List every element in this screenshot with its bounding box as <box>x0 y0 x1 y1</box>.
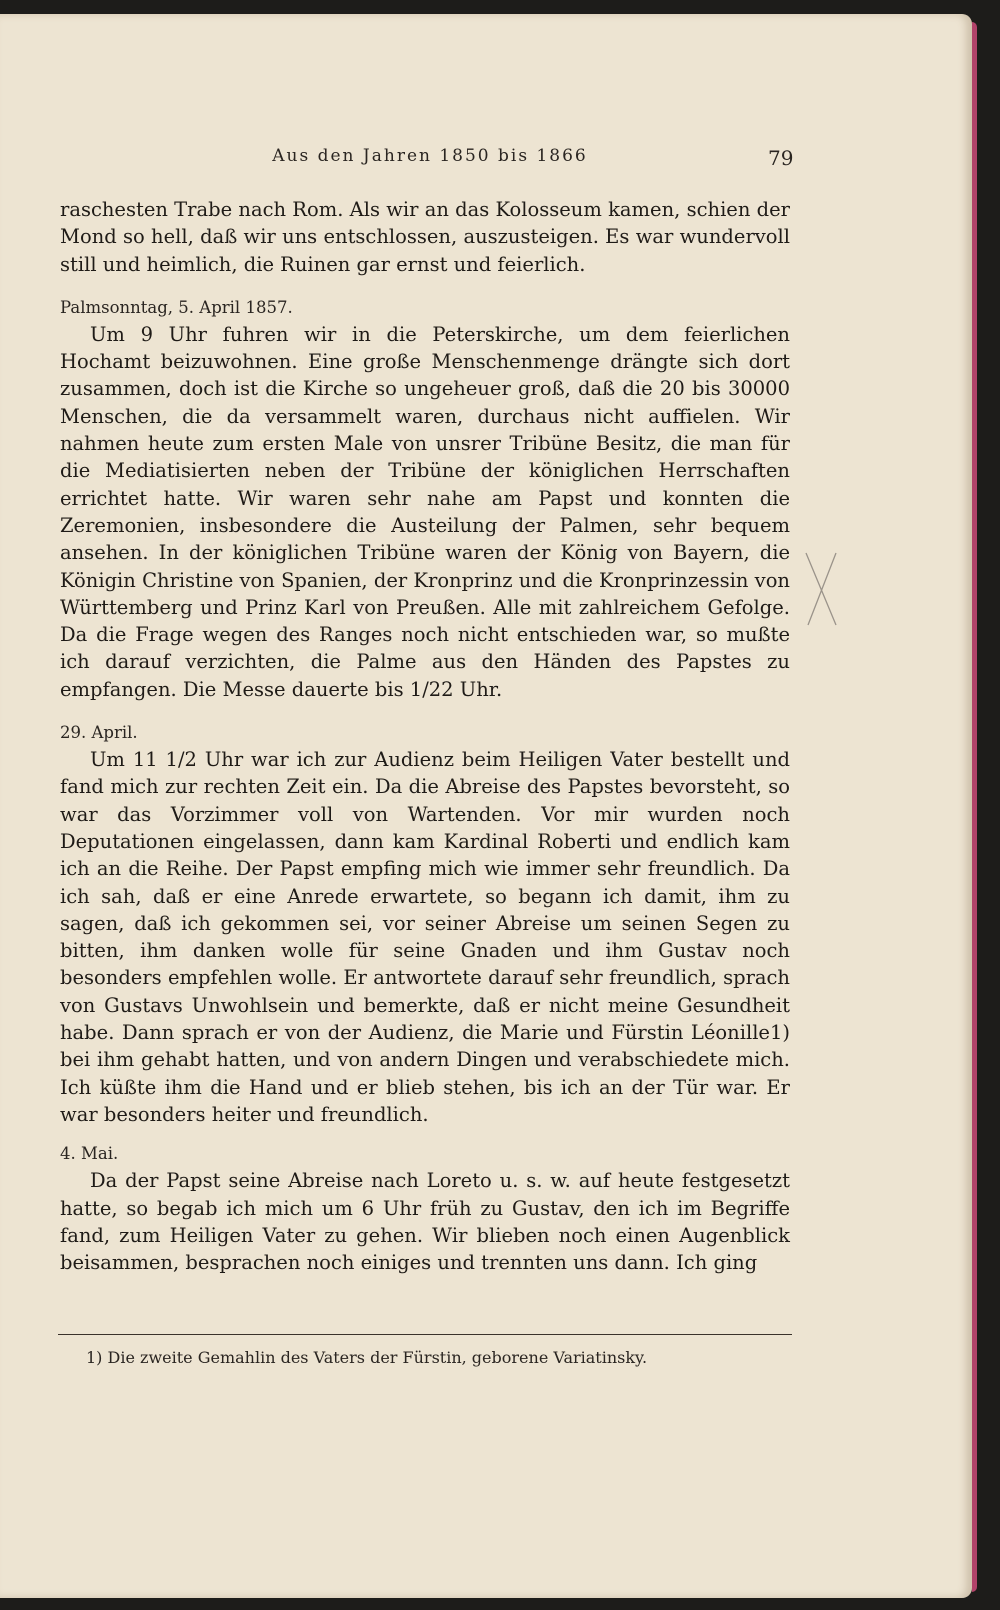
margin-pencil-mark <box>802 549 842 629</box>
paragraph-2: Um 9 Uhr fuhren wir in die Peterskirche, um dem feierlichen Hochamt beizuwohnen. Eine große Menschenmenge drängte sich dort zusammen, doch ist die Kirche so ungeheuer groß, daß die 20 bis 30000 Menschen, die da versammelt waren, durchaus nicht auffielen. Wir nahmen heute zum ersten Male von unsrer Tribüne Besitz, die man für die Mediatisierten neben der Tribüne der königlichen Herrschaften errichtet hatte. Wir waren sehr nahe am Papst und konnten die Zeremonien, insbesondere die Austeilung der Palmen, sehr bequem ansehen. In der königlichen Tribüne waren der König von Bayern, die Königin Christine von Spanien, der Kronprinz und die Kronprinzessin von Württemberg und Prinz Karl von Preußen. Alle mit zahlreichem Gefolge. Da die Frage wegen des Ranges noch nicht entschieden war, so mußte ich darauf verzichten, die Palme aus den Händen des Papstes zu empfangen. Die Messe dauerte bis 1/22 Uhr. <box>60 322 790 701</box>
dateline-may-4: 4. Mai. <box>60 1144 119 1164</box>
page-edge <box>972 22 977 1592</box>
footnote: 1) Die zweite Gemahlin des Vaters der Fürstin, geborene Variatinsky. <box>86 1348 648 1367</box>
dateline-april-29: 29. April. <box>60 723 138 743</box>
paragraph-3: Um 11 1/2 Uhr war ich zur Audienz beim Heiligen Vater bestellt und fand mich zur rechten Zeit ein. Da die Abreise des Papstes bevorsteht, so war das Vorzimmer voll von Wartenden. Vor mir wurden noch Deputationen eingelassen, dann kam Kardinal Roberti und endlich kam ich an die Reihe. Der Papst empfing mich wie immer sehr freundlich. Da ich sah, daß er eine Anrede erwartete, so begann ich damit, ihm zu sagen, daß ich gekommen sei, vor seiner Abreise um seinen Segen zu bitten, ihm danken wolle für seine Gnaden und ihm Gustav noch besonders empfehlen wolle. Er antwortete darauf sehr freundlich, sprach von Gustavs Unwohlsein und bemerkte, daß er nicht meine Gesundheit habe. Dann sprach er von der Audienz, die Marie und Fürstin Léonille1) bei ihm gehabt hatten, und von andern Dingen und verabschiedete mich. Ich küßte ihm die Hand und er blieb stehen, bis ich an der Tür war. Er war besonders heiter und freundlich. <box>60 748 790 1126</box>
paragraph-1: raschesten Trabe nach Rom. Als wir an das Kolosseum kamen, schien der Mond so hell, daß wir uns entschlossen, auszusteigen. Es war wundervoll still und heimlich, die Ruinen gar ernst und feierlich. <box>60 198 790 276</box>
running-title: Aus den Jahren 1850 bis 1866 <box>272 146 588 166</box>
page-number: 79 <box>768 146 794 170</box>
book-page <box>0 14 972 1598</box>
paragraph-4: Da der Papst seine Abreise nach Loreto u. s. w. auf heute festgesetzt hatte, so begab ich mich um 6 Uhr früh zu Gustav, den ich im Begriffe fand, zum Heiligen Vater zu gehen. Wir blieben noch einen Augenblick beisammen, besprachen noch einiges und trennten uns dann. Ich ging <box>60 1169 790 1275</box>
footnote-divider <box>58 1334 792 1335</box>
dateline-palm-sunday: Palmsonntag, 5. April 1857. <box>60 297 293 317</box>
body-text <box>60 196 790 1276</box>
